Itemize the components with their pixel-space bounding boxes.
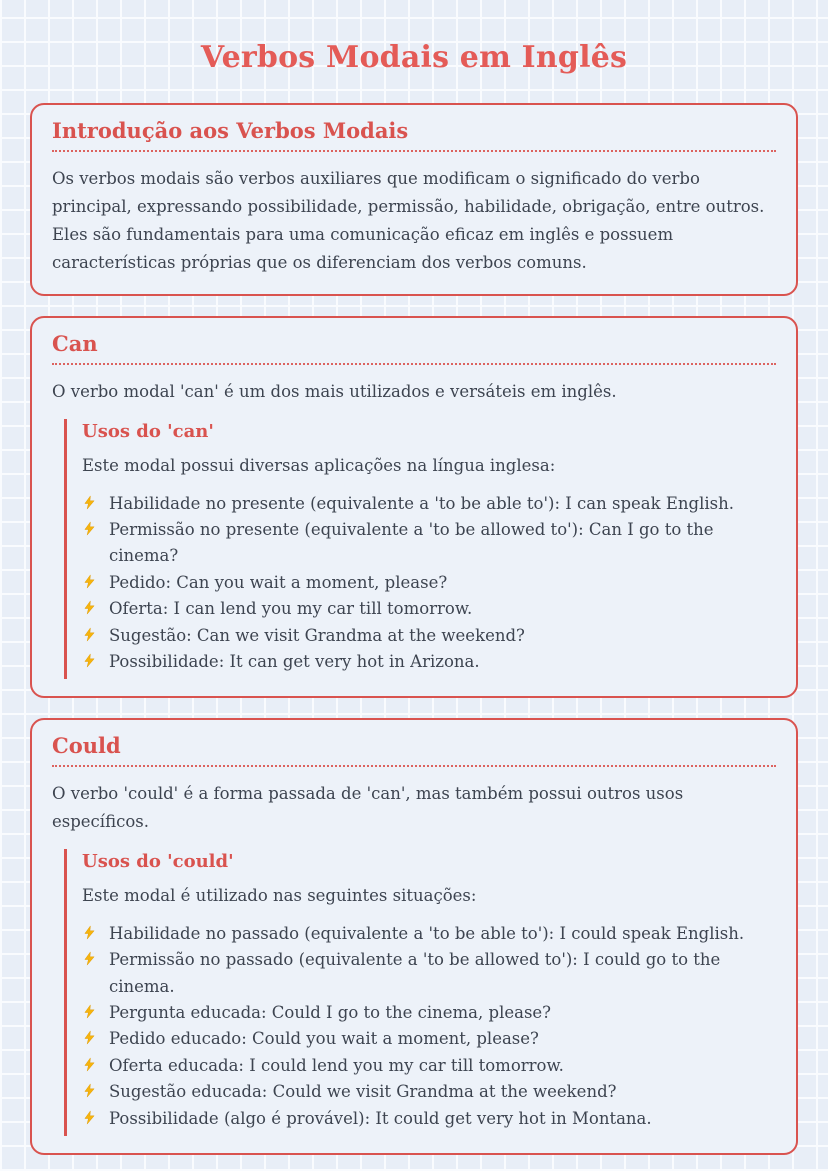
usage-list-can xyxy=(82,491,776,676)
usage-item xyxy=(82,921,776,947)
lightning-icon xyxy=(82,495,98,510)
usage-item xyxy=(82,947,776,1000)
section-could xyxy=(30,718,798,1155)
lightning-icon xyxy=(82,1004,98,1019)
usage-item-text: Permissão no presente (equivalente a 'to be allowed to'): Can I go to the cinema? xyxy=(109,520,714,566)
lightning-icon xyxy=(82,521,98,536)
lightning-icon xyxy=(82,925,98,940)
section-can xyxy=(30,316,798,698)
usage-item xyxy=(82,517,776,570)
usage-item-text: Habilidade no presente (equivalente a 'to be able to'): I can speak English. xyxy=(109,493,734,513)
lightning-icon xyxy=(82,574,98,589)
lightning-icon xyxy=(82,600,98,615)
subsection-usos-can-title: Usos do 'can' xyxy=(82,421,214,443)
lightning-icon xyxy=(82,627,98,642)
usage-item xyxy=(82,491,776,517)
section-can-paragraph: O verbo modal 'can' é um dos mais utilizados e versáteis em inglês. xyxy=(52,382,617,402)
usage-item xyxy=(82,623,776,649)
usage-item-text: Possibilidade (algo é provável): It could get very hot in Montana. xyxy=(109,1108,652,1128)
usage-item-text: Pedido: Can you wait a moment, please? xyxy=(109,572,448,592)
section-could-paragraph: O verbo 'could' é a forma passada de 'can', mas também possui outros usos específicos. xyxy=(52,784,684,832)
usage-item-text: Oferta: I can lend you my car till tomorrow. xyxy=(109,599,473,619)
subsection-usos-could-intro: Este modal é utilizado nas seguintes situações: xyxy=(82,886,477,906)
usage-item xyxy=(82,1079,776,1105)
lightning-icon xyxy=(82,1083,98,1098)
subsection-usos-could xyxy=(64,849,776,1136)
subsection-usos-can-intro: Este modal possui diversas aplicações na língua inglesa: xyxy=(82,456,556,476)
usage-item xyxy=(82,1026,776,1052)
usage-list-could xyxy=(82,921,776,1132)
page-title: Verbos Modais em Inglês xyxy=(200,40,628,75)
usage-item xyxy=(82,596,776,622)
subsection-usos-can xyxy=(64,419,776,679)
section-introducao-paragraph: Os verbos modais são verbos auxiliares que modificam o significado do verbo principal, expressando possibilidade, permissão, habilidade, obrigação, entre outros. Eles são fundamentais para uma comunicação eficaz em inglês e possuem características próprias que os diferenciam dos verbos comuns. xyxy=(52,169,765,273)
lightning-icon xyxy=(82,951,98,966)
usage-item xyxy=(82,1000,776,1026)
usage-item-text: Oferta educada: I could lend you my car till tomorrow. xyxy=(109,1055,564,1075)
section-introducao-title: Introdução aos Verbos Modais xyxy=(52,118,776,152)
usage-item-text: Sugestão educada: Could we visit Grandma at the weekend? xyxy=(109,1082,617,1102)
usage-item-text: Pedido educado: Could you wait a moment, please? xyxy=(109,1029,539,1049)
section-could-title: Could xyxy=(52,733,776,767)
usage-item xyxy=(82,1053,776,1079)
section-can-title: Can xyxy=(52,331,776,365)
usage-item xyxy=(82,570,776,596)
usage-item-text: Sugestão: Can we visit Grandma at the weekend? xyxy=(109,625,525,645)
lightning-icon xyxy=(82,1030,98,1045)
usage-item xyxy=(82,1106,776,1132)
lightning-icon xyxy=(82,1110,98,1125)
subsection-usos-could-title: Usos do 'could' xyxy=(82,851,234,873)
usage-item xyxy=(82,649,776,675)
usage-item-text: Habilidade no passado (equivalente a 'to be able to'): I could speak English. xyxy=(109,923,745,943)
section-introducao xyxy=(30,103,798,296)
usage-item-text: Permissão no passado (equivalente a 'to be allowed to'): I could go to the cinema. xyxy=(109,950,721,996)
usage-item-text: Possibilidade: It can get very hot in Arizona. xyxy=(109,651,480,671)
lightning-icon xyxy=(82,1057,98,1072)
usage-item-text: Pergunta educada: Could I go to the cinema, please? xyxy=(109,1003,552,1023)
lightning-icon xyxy=(82,653,98,668)
